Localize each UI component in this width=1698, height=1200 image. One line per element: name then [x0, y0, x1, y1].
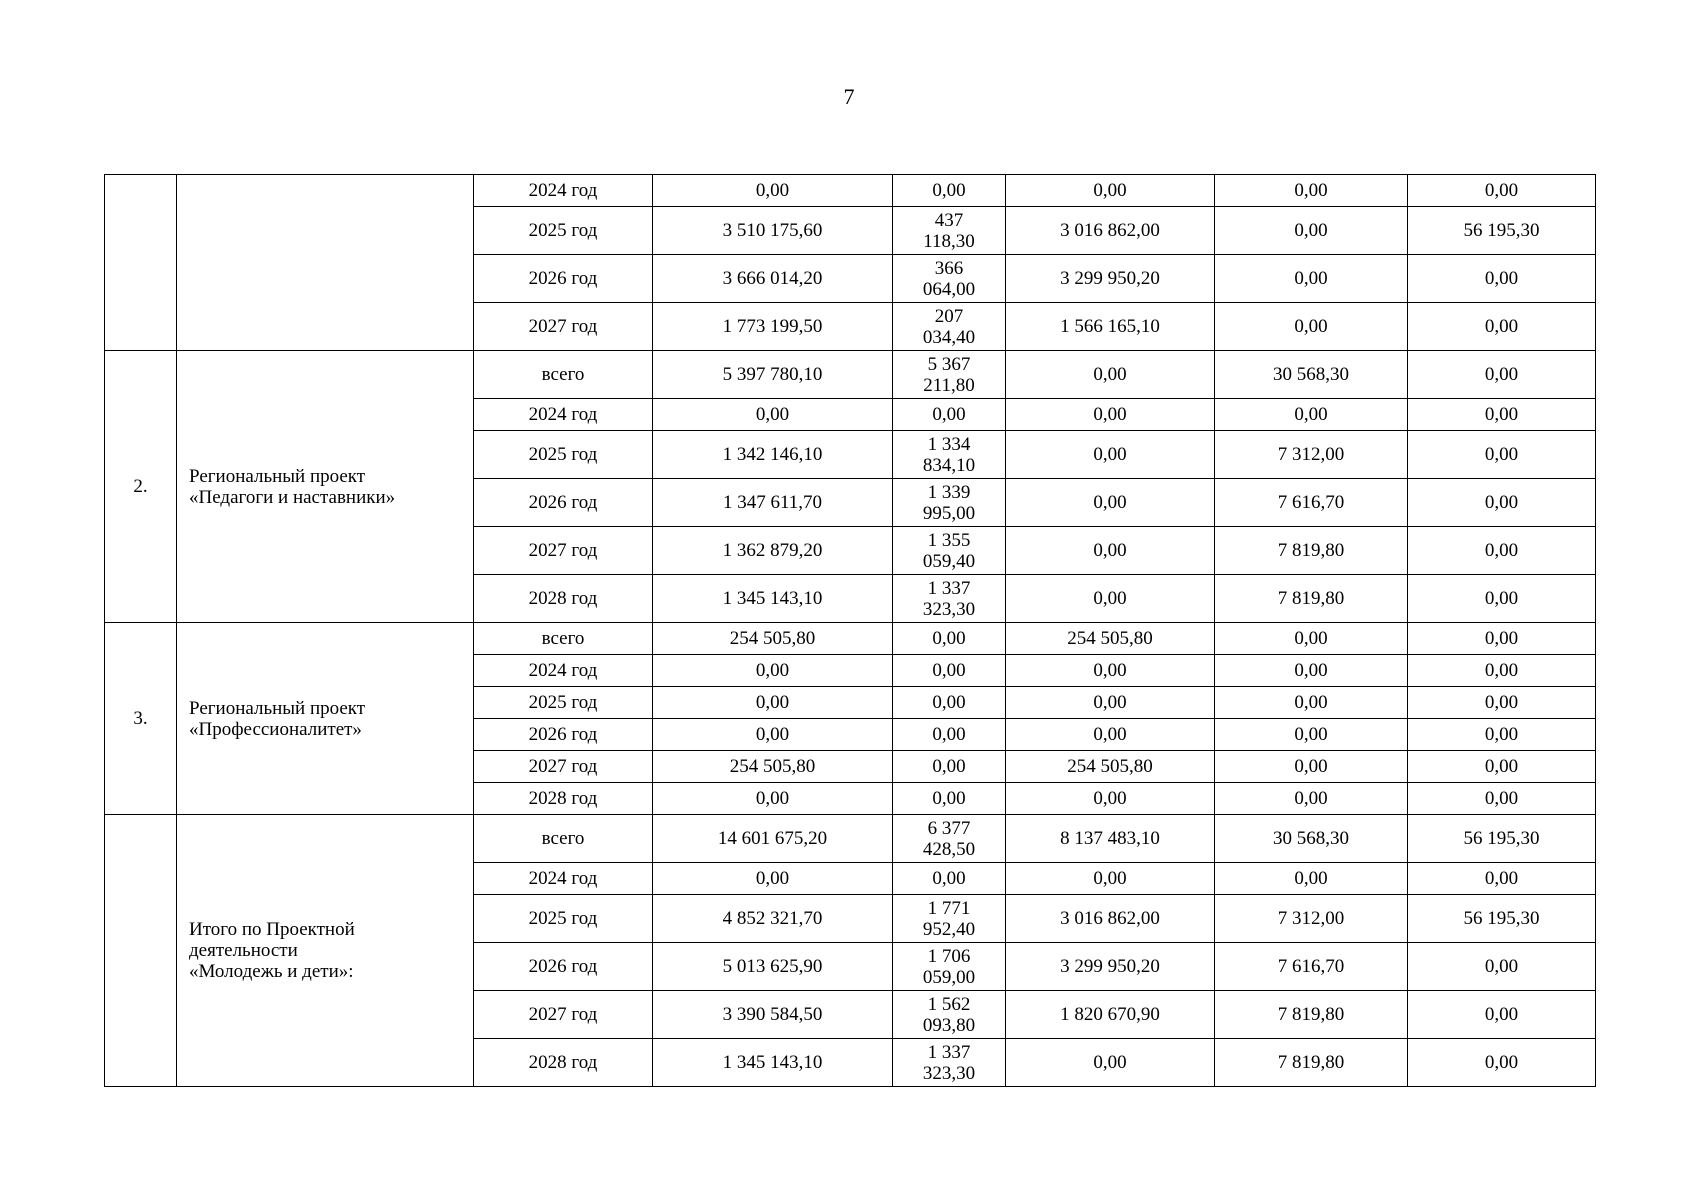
total-cell: 1 345 143,10: [653, 1039, 893, 1087]
table-row: [105, 815, 1596, 863]
period-cell: 2028 год: [474, 575, 653, 623]
federal-budget-cell: 0,00: [893, 863, 1006, 895]
total-cell: 5 013 625,90: [653, 943, 893, 991]
regional-budget-cell: 3 299 950,20: [1006, 943, 1215, 991]
total-cell: 1 347 611,70: [653, 479, 893, 527]
regional-budget-cell: 3 016 862,00: [1006, 207, 1215, 255]
extrabudgetary-cell: 0,00: [1408, 575, 1596, 623]
total-cell: 1 773 199,50: [653, 303, 893, 351]
local-budget-cell: 30 568,30: [1215, 815, 1408, 863]
extrabudgetary-cell: 56 195,30: [1408, 207, 1596, 255]
extrabudgetary-cell: 0,00: [1408, 863, 1596, 895]
local-budget-cell: 7 819,80: [1215, 527, 1408, 575]
period-cell: 2025 год: [474, 895, 653, 943]
local-budget-cell: 7 819,80: [1215, 991, 1408, 1039]
local-budget-cell: 0,00: [1215, 783, 1408, 815]
regional-budget-cell: 0,00: [1006, 687, 1215, 719]
project-name-cell: Региональный проект «Педагоги и наставники»: [177, 351, 474, 623]
federal-budget-cell: 1 562 093,80: [893, 991, 1006, 1039]
local-budget-cell: 0,00: [1215, 863, 1408, 895]
regional-budget-cell: 0,00: [1006, 351, 1215, 399]
local-budget-cell: 0,00: [1215, 719, 1408, 751]
table-row: [105, 351, 1596, 399]
total-cell: 1 345 143,10: [653, 575, 893, 623]
regional-budget-cell: 0,00: [1006, 655, 1215, 687]
local-budget-cell: 7 312,00: [1215, 431, 1408, 479]
period-cell: 2025 год: [474, 207, 653, 255]
regional-budget-cell: 0,00: [1006, 527, 1215, 575]
period-cell: 2026 год: [474, 255, 653, 303]
federal-budget-cell: 207 034,40: [893, 303, 1006, 351]
federal-budget-cell: 0,00: [893, 687, 1006, 719]
period-cell: 2028 год: [474, 1039, 653, 1087]
total-cell: 0,00: [653, 175, 893, 207]
period-cell: 2027 год: [474, 751, 653, 783]
extrabudgetary-cell: 0,00: [1408, 943, 1596, 991]
total-cell: 14 601 675,20: [653, 815, 893, 863]
total-cell: 1 342 146,10: [653, 431, 893, 479]
local-budget-cell: 0,00: [1215, 207, 1408, 255]
regional-budget-cell: 0,00: [1006, 719, 1215, 751]
total-cell: 3 510 175,60: [653, 207, 893, 255]
regional-budget-cell: 0,00: [1006, 575, 1215, 623]
total-cell: 0,00: [653, 863, 893, 895]
regional-budget-cell: 0,00: [1006, 431, 1215, 479]
extrabudgetary-cell: 56 195,30: [1408, 895, 1596, 943]
total-cell: 3 390 584,50: [653, 991, 893, 1039]
extrabudgetary-cell: 0,00: [1408, 431, 1596, 479]
extrabudgetary-cell: 0,00: [1408, 479, 1596, 527]
regional-budget-cell: 254 505,80: [1006, 623, 1215, 655]
federal-budget-cell: 1 706 059,00: [893, 943, 1006, 991]
federal-budget-cell: 0,00: [893, 719, 1006, 751]
period-cell: 2028 год: [474, 783, 653, 815]
period-cell: 2025 год: [474, 687, 653, 719]
period-cell: 2024 год: [474, 175, 653, 207]
project-name-cell: [177, 175, 474, 351]
local-budget-cell: 0,00: [1215, 687, 1408, 719]
extrabudgetary-cell: 0,00: [1408, 991, 1596, 1039]
period-cell: 2025 год: [474, 431, 653, 479]
federal-budget-cell: 366 064,00: [893, 255, 1006, 303]
federal-budget-cell: 0,00: [893, 175, 1006, 207]
period-cell: 2026 год: [474, 479, 653, 527]
period-cell: всего: [474, 623, 653, 655]
regional-budget-cell: 254 505,80: [1006, 751, 1215, 783]
federal-budget-cell: 0,00: [893, 751, 1006, 783]
federal-budget-cell: 6 377 428,50: [893, 815, 1006, 863]
period-cell: 2024 год: [474, 863, 653, 895]
local-budget-cell: 0,00: [1215, 399, 1408, 431]
regional-budget-cell: 0,00: [1006, 863, 1215, 895]
table-row: [105, 175, 1596, 207]
local-budget-cell: 7 616,70: [1215, 943, 1408, 991]
extrabudgetary-cell: 0,00: [1408, 351, 1596, 399]
period-cell: 2026 год: [474, 719, 653, 751]
total-cell: 0,00: [653, 399, 893, 431]
total-cell: 254 505,80: [653, 751, 893, 783]
extrabudgetary-cell: 56 195,30: [1408, 815, 1596, 863]
regional-budget-cell: 1 566 165,10: [1006, 303, 1215, 351]
total-cell: 0,00: [653, 783, 893, 815]
federal-budget-cell: 1 771 952,40: [893, 895, 1006, 943]
extrabudgetary-cell: 0,00: [1408, 1039, 1596, 1087]
federal-budget-cell: 437 118,30: [893, 207, 1006, 255]
extrabudgetary-cell: 0,00: [1408, 655, 1596, 687]
extrabudgetary-cell: 0,00: [1408, 175, 1596, 207]
local-budget-cell: 30 568,30: [1215, 351, 1408, 399]
local-budget-cell: 0,00: [1215, 303, 1408, 351]
regional-budget-cell: 8 137 483,10: [1006, 815, 1215, 863]
period-cell: всего: [474, 815, 653, 863]
period-cell: 2024 год: [474, 655, 653, 687]
federal-budget-cell: 1 339 995,00: [893, 479, 1006, 527]
federal-budget-cell: 1 337 323,30: [893, 1039, 1006, 1087]
regional-budget-cell: 0,00: [1006, 399, 1215, 431]
extrabudgetary-cell: 0,00: [1408, 527, 1596, 575]
period-cell: 2027 год: [474, 527, 653, 575]
federal-budget-cell: 0,00: [893, 399, 1006, 431]
local-budget-cell: 7 312,00: [1215, 895, 1408, 943]
financing-table: [104, 174, 1596, 1087]
regional-budget-cell: 1 820 670,90: [1006, 991, 1215, 1039]
total-cell: 1 362 879,20: [653, 527, 893, 575]
extrabudgetary-cell: 0,00: [1408, 687, 1596, 719]
local-budget-cell: 0,00: [1215, 623, 1408, 655]
local-budget-cell: 0,00: [1215, 255, 1408, 303]
row-number-cell: 2.: [105, 351, 177, 623]
period-cell: 2027 год: [474, 991, 653, 1039]
total-cell: 5 397 780,10: [653, 351, 893, 399]
row-number-cell: 3.: [105, 623, 177, 815]
extrabudgetary-cell: 0,00: [1408, 751, 1596, 783]
project-name-cell: Региональный проект «Профессионалитет»: [177, 623, 474, 815]
local-budget-cell: 0,00: [1215, 655, 1408, 687]
extrabudgetary-cell: 0,00: [1408, 255, 1596, 303]
regional-budget-cell: 0,00: [1006, 175, 1215, 207]
period-cell: 2026 год: [474, 943, 653, 991]
row-number-cell: [105, 175, 177, 351]
local-budget-cell: 7 616,70: [1215, 479, 1408, 527]
extrabudgetary-cell: 0,00: [1408, 303, 1596, 351]
period-cell: 2024 год: [474, 399, 653, 431]
total-cell: 0,00: [653, 719, 893, 751]
local-budget-cell: 7 819,80: [1215, 575, 1408, 623]
page-number: 7: [843, 84, 855, 109]
federal-budget-cell: 0,00: [893, 623, 1006, 655]
extrabudgetary-cell: 0,00: [1408, 623, 1596, 655]
federal-budget-cell: 1 337 323,30: [893, 575, 1006, 623]
regional-budget-cell: 3 016 862,00: [1006, 895, 1215, 943]
table-row: [105, 623, 1596, 655]
project-name-cell: Итого по Проектной деятельности «Молодежь и дети»:: [177, 815, 474, 1087]
federal-budget-cell: 1 334 834,10: [893, 431, 1006, 479]
regional-budget-cell: 0,00: [1006, 1039, 1215, 1087]
extrabudgetary-cell: 0,00: [1408, 783, 1596, 815]
total-cell: 3 666 014,20: [653, 255, 893, 303]
federal-budget-cell: 1 355 059,40: [893, 527, 1006, 575]
regional-budget-cell: 3 299 950,20: [1006, 255, 1215, 303]
row-number-cell: [105, 815, 177, 1087]
local-budget-cell: 0,00: [1215, 175, 1408, 207]
local-budget-cell: 7 819,80: [1215, 1039, 1408, 1087]
total-cell: 0,00: [653, 655, 893, 687]
total-cell: 254 505,80: [653, 623, 893, 655]
extrabudgetary-cell: 0,00: [1408, 399, 1596, 431]
extrabudgetary-cell: 0,00: [1408, 719, 1596, 751]
local-budget-cell: 0,00: [1215, 751, 1408, 783]
regional-budget-cell: 0,00: [1006, 783, 1215, 815]
regional-budget-cell: 0,00: [1006, 479, 1215, 527]
period-cell: 2027 год: [474, 303, 653, 351]
total-cell: 4 852 321,70: [653, 895, 893, 943]
federal-budget-cell: 0,00: [893, 783, 1006, 815]
period-cell: всего: [474, 351, 653, 399]
federal-budget-cell: 0,00: [893, 655, 1006, 687]
total-cell: 0,00: [653, 687, 893, 719]
federal-budget-cell: 5 367 211,80: [893, 351, 1006, 399]
